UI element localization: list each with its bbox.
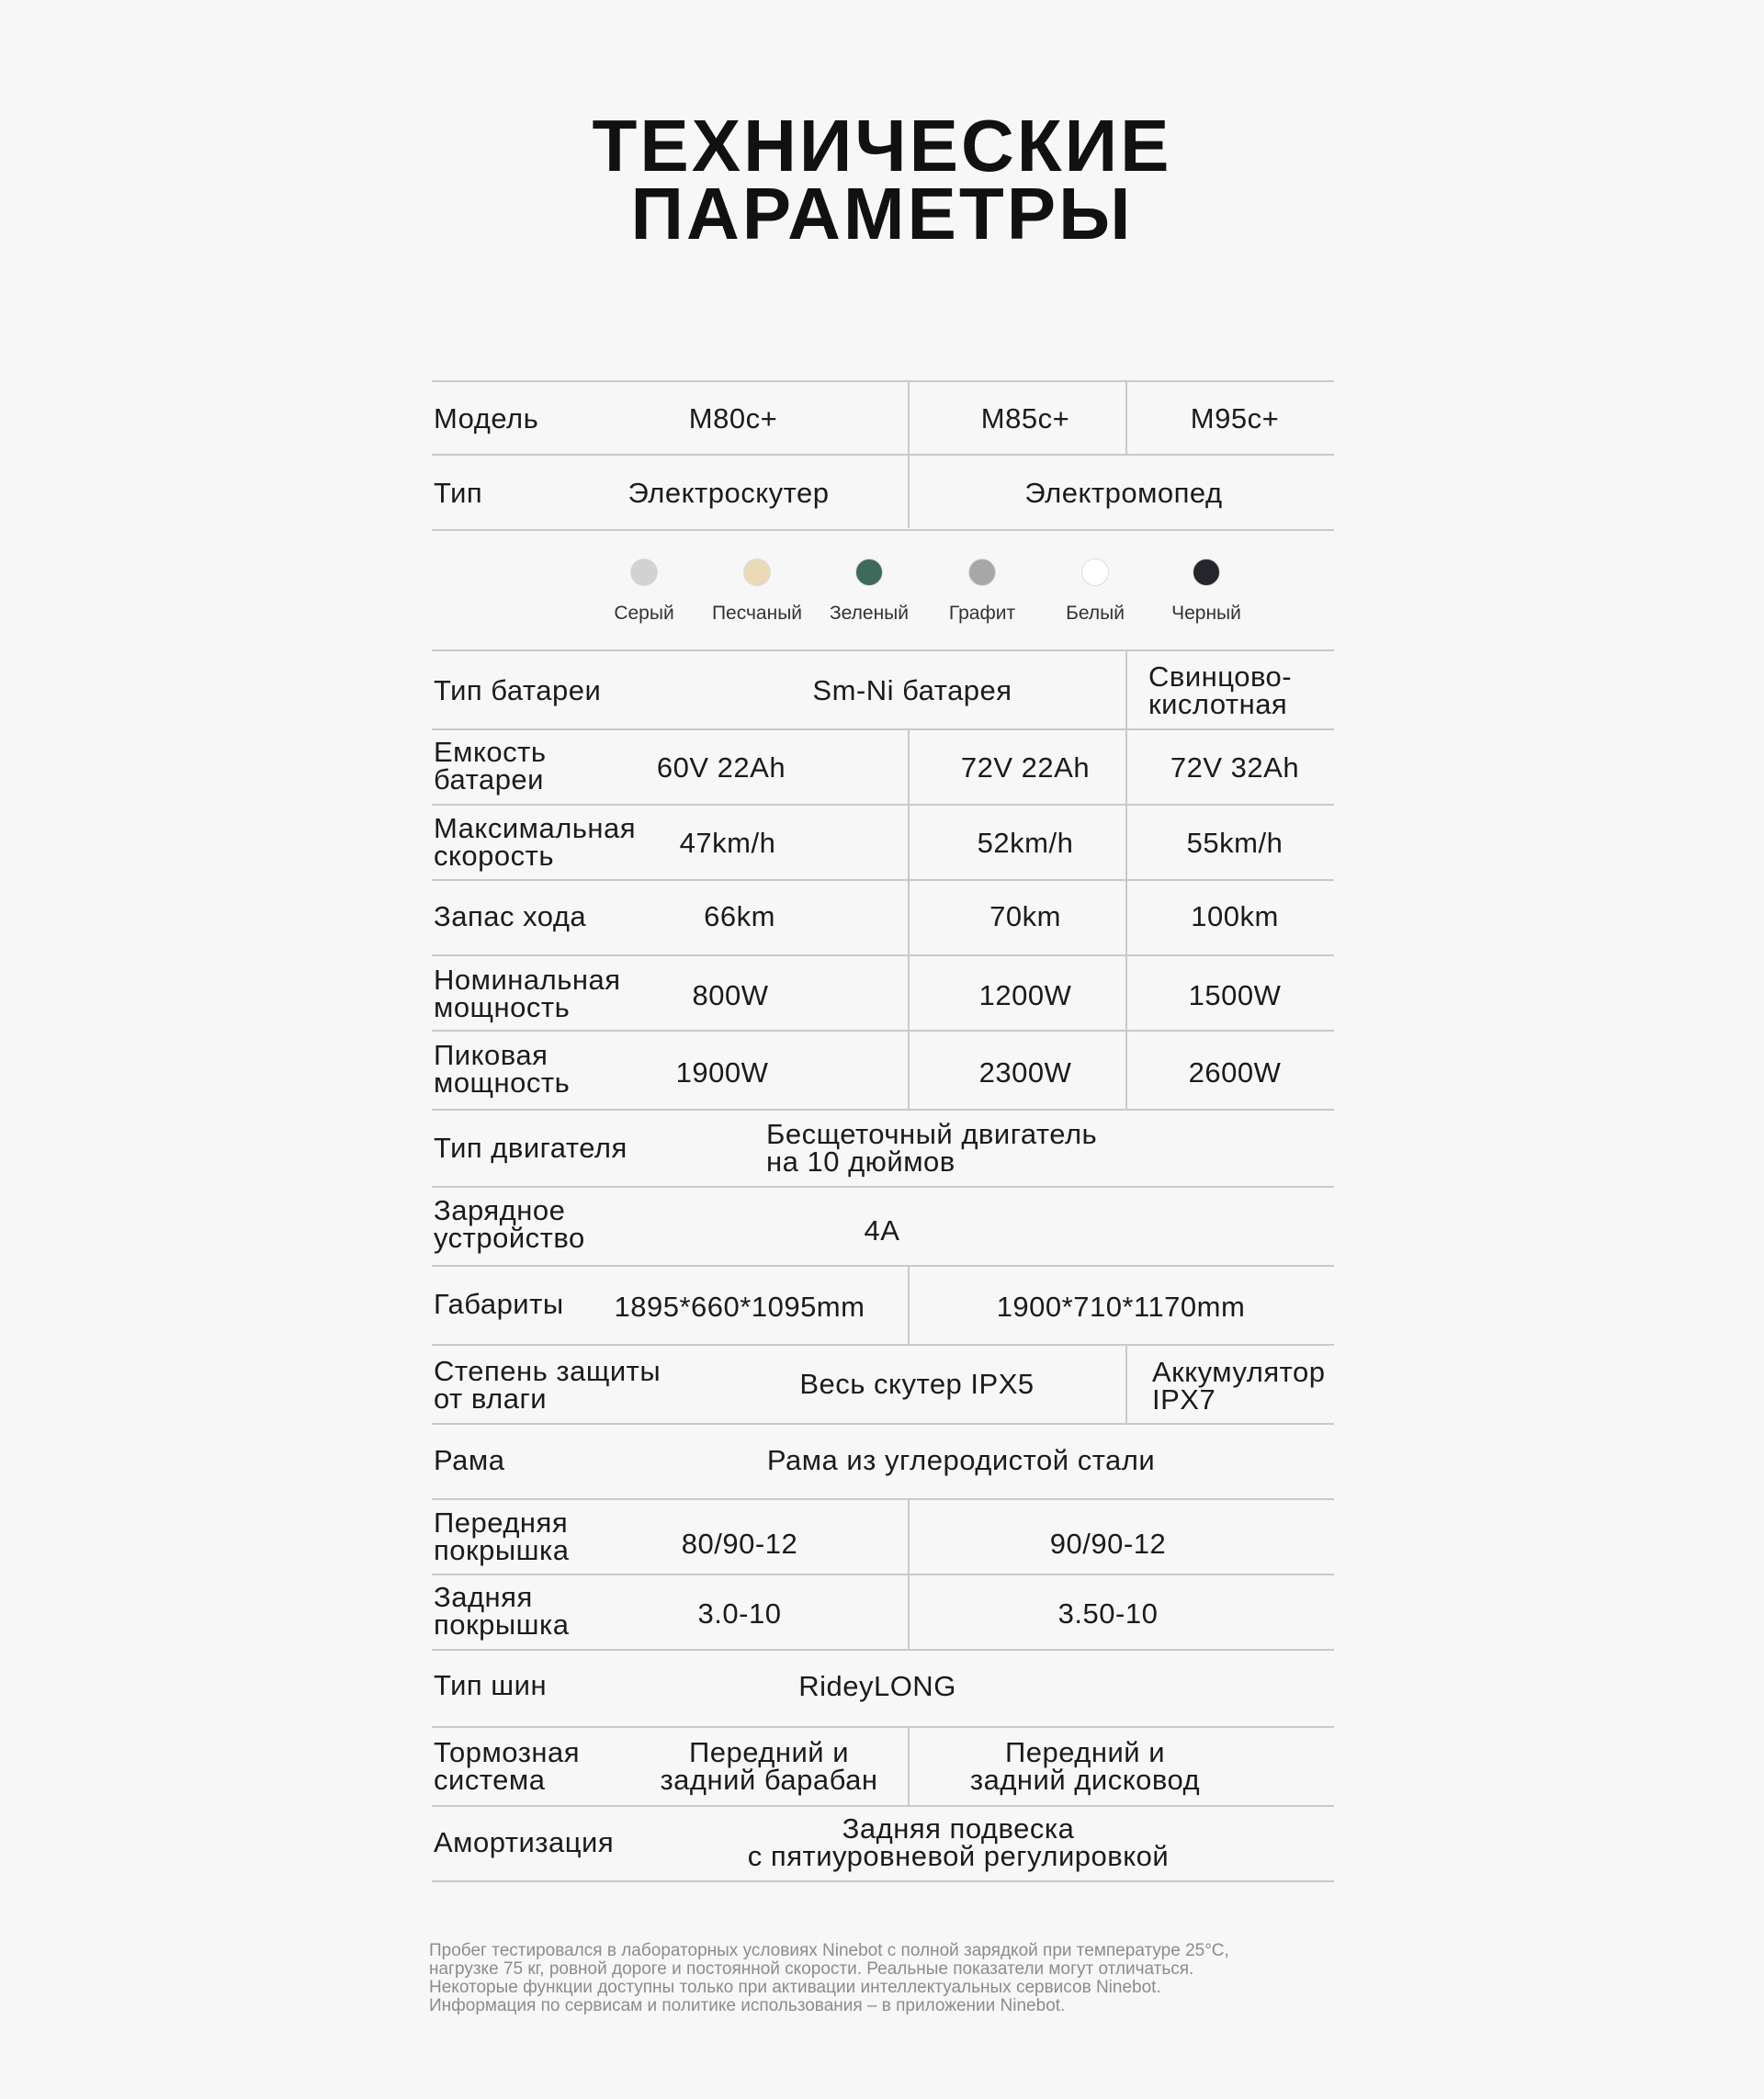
dimensions-label: Габариты xyxy=(434,1288,564,1320)
water-protection-scooter: Весь скутер IPX5 xyxy=(799,1368,1035,1400)
row-divider xyxy=(432,1726,1334,1728)
model-m95c-plus: M95c+ xyxy=(1190,402,1280,434)
page-title xyxy=(0,105,1764,254)
max-speed-m85: 52km/h xyxy=(977,827,1074,859)
rated-power-m85: 1200W xyxy=(978,979,1072,1011)
peak-power-label: Пиковая мощность xyxy=(434,1039,571,1099)
frame-label: Рама xyxy=(434,1444,505,1476)
footnote-line: Информация по сервисам и политике использования – в приложении Ninebot. xyxy=(429,1996,1066,2015)
brakes-label: Тормозная система xyxy=(434,1736,581,1796)
row-divider xyxy=(432,649,1334,651)
column-divider xyxy=(1125,650,1127,729)
column-divider xyxy=(1125,1345,1127,1423)
brakes-m80: Передний и задний барабан xyxy=(660,1736,878,1796)
water-protection-label: Степень защиты от влаги xyxy=(434,1355,662,1415)
row-divider xyxy=(432,879,1334,881)
rear-tire-label: Задняя покрышка xyxy=(434,1581,570,1641)
row-divider xyxy=(432,804,1334,806)
front-tire-m85-m95: 90/90-12 xyxy=(1049,1528,1167,1560)
row-divider xyxy=(432,529,1334,531)
row-divider xyxy=(432,1880,1334,1882)
row-divider xyxy=(432,1265,1334,1267)
footnote-line: Некоторые функции доступны только при активации интеллектуальных сервисов Ninebot. xyxy=(429,1978,1161,1997)
range-m95: 100km xyxy=(1191,900,1279,932)
rated-power-label: Номинальная мощность xyxy=(434,964,621,1023)
range-m80: 66km xyxy=(704,900,775,932)
front-tire-label: Передняя покрышка xyxy=(434,1507,570,1566)
rear-tire-m85-m95: 3.50-10 xyxy=(1057,1597,1159,1630)
column-divider xyxy=(908,1727,910,1805)
row-divider xyxy=(432,1109,1334,1111)
row-divider xyxy=(432,1030,1334,1032)
max-speed-m80: 47km/h xyxy=(679,827,776,859)
battery-type-lead-acid: Свинцово- кислотная xyxy=(1148,660,1293,720)
charger-value: 4A xyxy=(864,1214,900,1247)
dimensions-m85-m95: 1900*710*1170mm xyxy=(996,1291,1246,1323)
peak-power-m85: 2300W xyxy=(978,1056,1072,1089)
rated-power-m95: 1500W xyxy=(1188,979,1282,1011)
battery-capacity-m80: 60V 22Ah xyxy=(656,751,786,784)
color-swatch-white[interactable] xyxy=(1081,559,1109,586)
rear-tire-m80: 3.0-10 xyxy=(697,1597,782,1630)
color-swatch-graphite[interactable] xyxy=(968,559,996,586)
model-label: Модель xyxy=(434,402,539,434)
row-divider xyxy=(432,1186,1334,1188)
battery-capacity-m85: 72V 22Ah xyxy=(960,751,1091,784)
color-label-black: Черный xyxy=(1171,603,1241,624)
range-label: Запас хода xyxy=(434,900,587,932)
row-divider xyxy=(432,728,1334,730)
color-label-gray: Серый xyxy=(614,603,674,624)
row-divider xyxy=(432,454,1334,456)
battery-type-label: Тип батареи xyxy=(434,674,602,706)
row-divider xyxy=(432,954,1334,956)
front-tire-m80: 80/90-12 xyxy=(681,1528,798,1560)
column-divider xyxy=(1125,729,1127,1109)
page-title-line2: ПАРАМЕТРЫ xyxy=(630,173,1134,254)
footnote xyxy=(429,1942,1440,2015)
color-swatch-gray[interactable] xyxy=(630,559,658,586)
row-divider xyxy=(432,1423,1334,1425)
range-m85: 70km xyxy=(989,900,1061,932)
model-m85c-plus: M85c+ xyxy=(980,402,1070,434)
color-label-green: Зеленый xyxy=(829,603,910,624)
motor-type-label: Тип двигателя xyxy=(434,1132,628,1164)
color-swatch-sand[interactable] xyxy=(743,559,771,586)
row-divider xyxy=(432,1498,1334,1500)
frame-value: Рама из углеродистой стали xyxy=(766,1444,1156,1476)
color-label-sand: Песчаный xyxy=(711,603,803,624)
row-divider xyxy=(432,1805,1334,1807)
row-divider xyxy=(432,1574,1334,1575)
battery-type-smni: Sm-Ni батарея xyxy=(812,674,1012,706)
column-divider xyxy=(908,729,910,1109)
max-speed-label: Максимальная скорость xyxy=(434,812,637,872)
model-m80c-plus: M80c+ xyxy=(688,402,778,434)
row-divider xyxy=(432,1344,1334,1346)
column-divider xyxy=(1125,381,1127,455)
max-speed-m95: 55km/h xyxy=(1186,827,1283,859)
color-label-white: Белый xyxy=(1066,603,1125,624)
peak-power-m80: 1900W xyxy=(675,1056,769,1089)
tire-type-label: Тип шин xyxy=(434,1669,548,1701)
type-label: Тип xyxy=(434,477,483,509)
color-label-graphite: Графит xyxy=(948,603,1016,624)
page-title-line1: ТЕХНИЧЕСКИЕ xyxy=(592,105,1172,186)
charger-label: Зарядное устройство xyxy=(434,1194,585,1254)
suspension-value: Задняя подвеска с пятиуровневой регулировкой xyxy=(747,1812,1170,1872)
column-divider xyxy=(908,381,910,528)
tire-type-value: RideyLONG xyxy=(798,1670,956,1702)
column-divider xyxy=(908,1499,910,1649)
type-moped: Электромопед xyxy=(1024,477,1223,509)
dimensions-m80: 1895*660*1095mm xyxy=(614,1291,865,1323)
color-swatch-green[interactable] xyxy=(855,559,883,586)
row-divider xyxy=(432,380,1334,382)
color-swatch-black[interactable] xyxy=(1193,559,1220,586)
motor-type-value: Бесщеточный двигатель на 10 дюймов xyxy=(766,1118,1098,1178)
battery-capacity-label: Емкость батареи xyxy=(434,736,547,796)
row-divider xyxy=(432,1649,1334,1651)
peak-power-m95: 2600W xyxy=(1188,1056,1282,1089)
battery-capacity-m95: 72V 32Ah xyxy=(1170,751,1300,784)
type-scooter: Электроскутер xyxy=(628,477,830,509)
water-protection-battery: Аккумулятор IPX7 xyxy=(1152,1356,1326,1416)
brakes-m85-m95: Передний и задний дисковод xyxy=(969,1736,1201,1796)
footnote-line: Пробег тестировался в лабораторных условиях Ninebot с полной зарядкой при температуре 25°C, xyxy=(429,1941,1229,1960)
footnote-line: нагрузке 75 кг, ровной дороге и постоянной скорости. Реальные показатели могут отличаться. xyxy=(429,1959,1194,1979)
rated-power-m80: 800W xyxy=(692,979,769,1011)
suspension-label: Амортизация xyxy=(434,1826,615,1858)
column-divider xyxy=(908,1266,910,1344)
